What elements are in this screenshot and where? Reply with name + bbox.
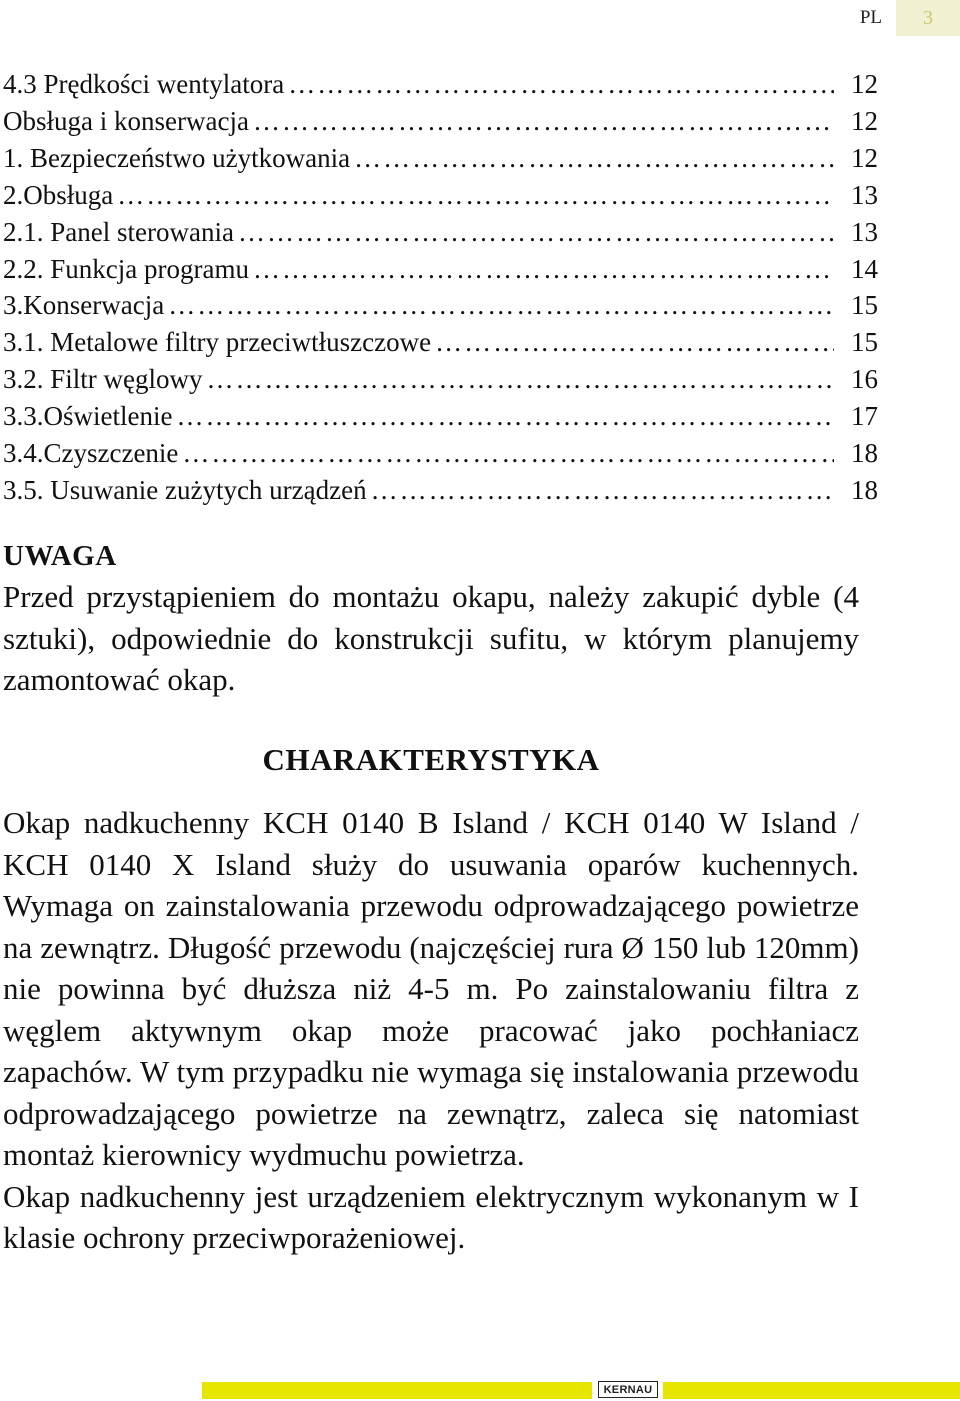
toc-entry-page: 17: [851, 401, 878, 432]
toc-entry-label: 3.3.Oświetlenie: [3, 401, 173, 432]
toc-entry-page: 12: [851, 105, 878, 136]
page-header: [860, 0, 960, 36]
toc-entry-page: 18: [851, 438, 878, 469]
toc-dot-leader: [288, 66, 834, 103]
toc-entry-label: 3.Konserwacja: [3, 290, 165, 321]
characteristics-section: [3, 740, 859, 1259]
toc-dot-leader: [176, 398, 834, 435]
toc-entry[interactable]: [3, 361, 878, 398]
warning-text: Przed przystąpieniem do montażu okapu, należy zakupić dyble (4 sztuki), odpowiednie do konstrukcji sufitu, w którym planujemy zamontować okap.: [3, 579, 859, 697]
toc-entry-page: 15: [851, 327, 878, 358]
toc-dot-leader: [371, 472, 834, 509]
toc-entry[interactable]: [3, 251, 878, 288]
footer-accent-bar-right: [663, 1382, 960, 1399]
toc-dot-leader: [253, 251, 834, 288]
toc-entry[interactable]: [3, 140, 878, 177]
toc-entry[interactable]: [3, 435, 878, 472]
toc-entry-page: 12: [851, 69, 878, 99]
characteristics-paragraph-1: Okap nadkuchenny KCH 0140 B Island / KCH 0140 W Island / KCH 0140 X Island służy do usuwania oparów kuchennych. Wymaga on zainstalowania przewodu odprowadzającego powietrze na zewnątrz. Długość przewodu (najczęściej rura Ø 150 lub 120mm) nie powinna być dłuższa niż 4-5 m. Po zainstalowaniu filtra z węglem aktywnym okap może pracować jako pochłaniacz zapachów. W tym przypadku nie wymaga się instalowania przewodu odprowadzającego powietrze na zewnątrz, zaleca się natomiast montaż kierownicy wydmuchu powietrza.: [3, 805, 859, 1172]
toc-entry-page: 18: [851, 474, 878, 505]
warning-title: UWAGA: [3, 540, 117, 572]
toc-dot-leader: [182, 435, 834, 472]
toc-entry-label: 2.Obsługa: [3, 179, 114, 210]
warning-section: [3, 538, 859, 701]
language-label: PL: [859, 7, 882, 28]
toc-entry[interactable]: [3, 66, 878, 103]
characteristics-title: CHARAKTERYSTYKA: [262, 742, 600, 777]
toc-entry-page: 13: [851, 179, 878, 210]
toc-entry-page: 14: [851, 253, 878, 284]
toc-entry[interactable]: [3, 398, 878, 435]
toc-entry-page: 15: [851, 290, 878, 321]
toc-entry-page: 13: [851, 216, 878, 247]
toc-entry[interactable]: [3, 287, 878, 324]
toc-dot-leader: [354, 140, 834, 177]
toc-entry-label: 3.4.Czyszczenie: [3, 438, 179, 469]
toc-entry-page: 16: [851, 364, 878, 395]
toc-entry-label: 4.3 Prędkości wentylatora: [3, 69, 285, 99]
toc-entry-label: 1. Bezpieczeństwo użytkowania: [3, 142, 351, 173]
toc-entry-label: 2.2. Funkcja programu: [3, 253, 249, 284]
toc-dot-leader: [435, 324, 834, 361]
toc-dot-leader: [207, 361, 835, 398]
table-of-contents: [3, 66, 878, 509]
characteristics-paragraph-2: Okap nadkuchenny jest urządzeniem elektrycznym wykonanym w I klasie ochrony przeciwporażeniowej.: [3, 1178, 859, 1255]
toc-dot-leader: [168, 287, 834, 324]
toc-entry[interactable]: [3, 214, 878, 251]
toc-dot-leader: [253, 103, 834, 140]
toc-entry[interactable]: [3, 177, 878, 214]
page-footer: [0, 1380, 960, 1401]
toc-entry-label: 3.5. Usuwanie zużytych urządzeń: [3, 474, 367, 505]
toc-entry[interactable]: [3, 472, 878, 509]
page-number: 3: [896, 0, 960, 36]
toc-entry-label: 3.1. Metalowe filtry przeciwtłuszczowe: [3, 327, 432, 358]
toc-dot-leader: [238, 214, 834, 251]
toc-entry-page: 12: [851, 142, 878, 173]
toc-entry[interactable]: [3, 324, 878, 361]
brand-logo: KERNAU: [598, 1381, 658, 1398]
toc-entry-label: 3.2. Filtr węglowy: [3, 364, 203, 395]
toc-entry[interactable]: [3, 103, 878, 140]
toc-entry-label: Obsługa i konserwacja: [3, 105, 249, 136]
toc-entry-label: 2.1. Panel sterowania: [3, 216, 234, 247]
footer-accent-bar-left: [202, 1382, 592, 1399]
toc-dot-leader: [117, 177, 834, 214]
